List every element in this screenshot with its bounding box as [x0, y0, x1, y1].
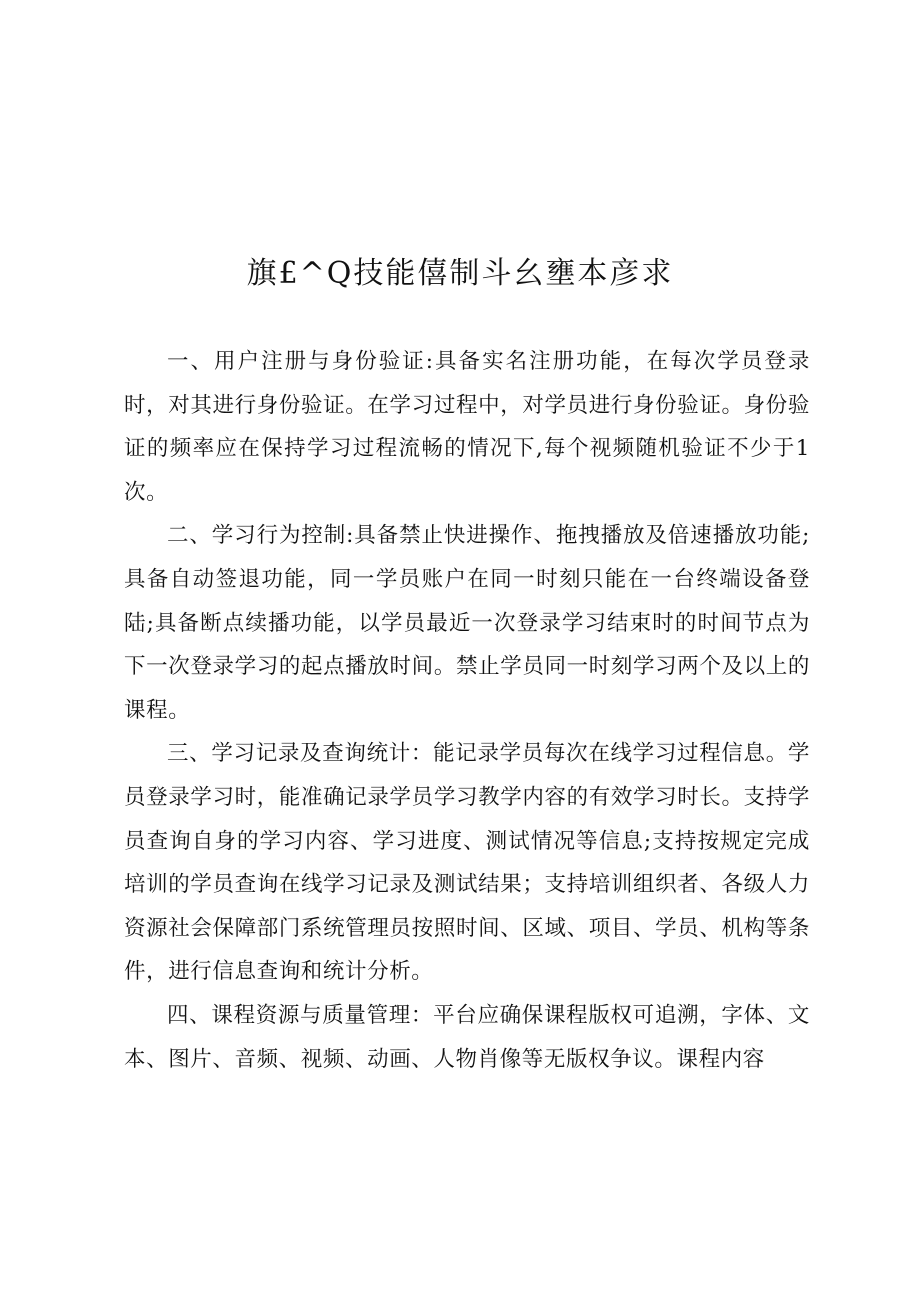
- paragraph-course-resource-quality: 四、课程资源与质量管理：平台应确保课程版权可追溯，字体、文本、图片、音频、视频、动画、人物肖像等无版权争议。课程内容: [124, 1002, 810, 1072]
- paragraph-learning-behavior-control: 二、学习行为控制:具备禁止快进操作、拖拽播放及倍速播放功能;具备自动签退功能，同一学员账户在同一时刻只能在一台终端设备登陆;具备断点续播功能，以学员最近一次登录学习结束时的时间节点为下一次登录学习的起点播放时间。禁止学员同一时刻学习两个及以上的课程。: [124, 523, 810, 723]
- document-title: 旗£^Q技能僖制斗幺壅本彦求: [246, 256, 674, 291]
- paragraph-user-registration: 一、用户注册与身份验证:具备实名注册功能，在每次学员登录时，对其进行身份验证。在学习过程中，对学员进行身份验证。身份验证的频率应在保持学习过程流畅的情况下,每个视频随机验证不少于1次。: [124, 349, 810, 505]
- paragraph-learning-records-statistics: 三、学习记录及查询统计：能记录学员每次在线学习过程信息。学员登录学习时，能准确记录学员学习教学内容的有效学习时长。支持学员查询自身的学习内容、学习进度、测试情况等信息;支持按规定完成培训的学员查询在线学习记录及测试结果；支持培训组织者、各级人力资源社会保障部门系统管理员按照时间、区域、项目、学员、机构等条件，进行信息查询和统计分析。: [124, 741, 810, 985]
- document-body: [124, 340, 810, 1081]
